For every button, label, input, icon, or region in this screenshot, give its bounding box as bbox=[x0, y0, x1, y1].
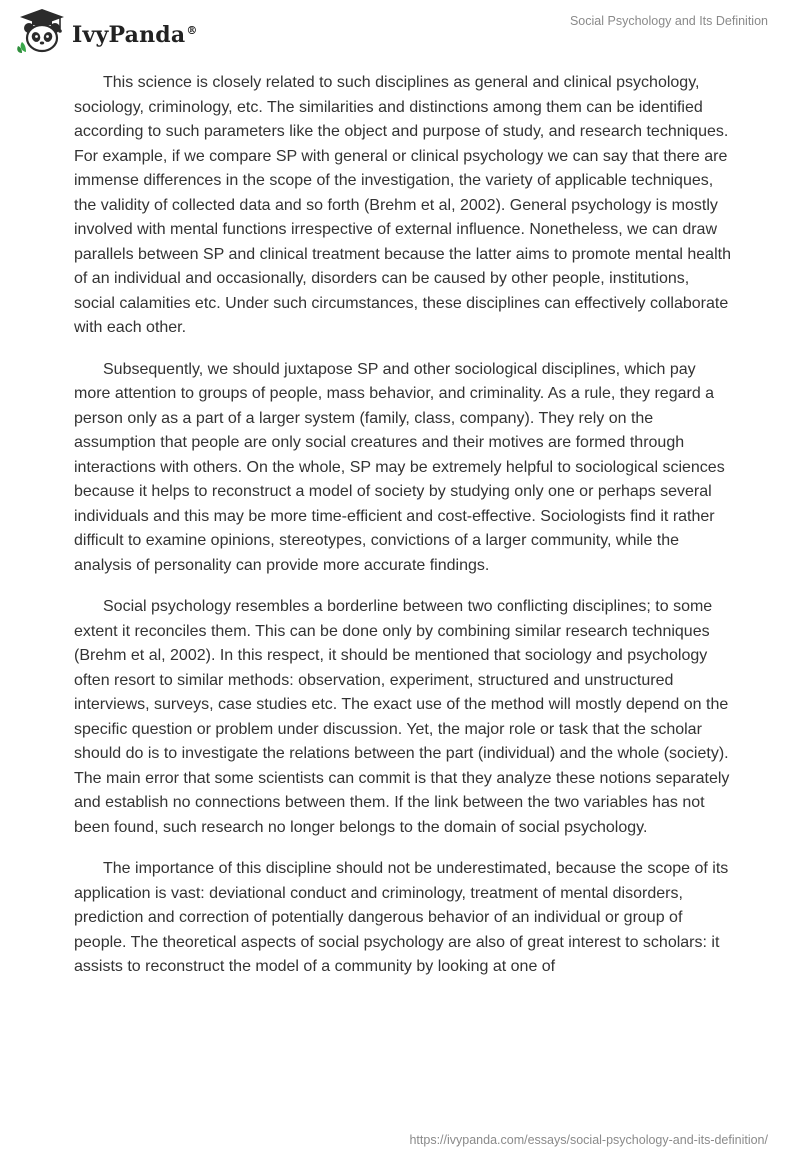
source-url-link[interactable]: https://ivypanda.com/essays/social-psychology-and-its-definition/ bbox=[409, 1133, 768, 1147]
paragraph: This science is closely related to such disciplines as general and clinical psychology, sociology, criminology, etc. The similarities and distinctions among them can be identified according to such parameters like the object and purpose of study, and research techniques. For example, if we compare SP with general or clinical psychology we can say that there are immense differences in the scope of the investigation, the variety of applicable techniques, the validity of collected data and so forth (Brehm et al, 2002). General psychology is mostly involved with mental functions irrespective of external influence. Nonetheless, we can draw parallels between SP and clinical treatment because the latter aims to promote mental health of an individual and occasionally, disorders can be caused by other people, institutions, social calamities etc. Under such circumstances, these disciplines can effectively collaborate with each other. bbox=[74, 74, 731, 336]
document-title: Social Psychology and Its Definition bbox=[569, 14, 768, 28]
page-header bbox=[0, 0, 800, 60]
paragraph: Social psychology resembles a borderline between two conflicting disciplines; to some extent it reconciles them. This can be done only by combining similar research techniques (Brehm et al, 2002). In this respect, it should be mentioned that sociology and psychology often resort to similar methods: observation, experiment, structured and unstructured interviews, surveys, case studies etc. The exact use of the method will mostly depend on the specific question or problem under discussion. Yet, the major role or task that the scholar should do is to investigate the relations between the part (individual) and the whole (society). The main error that some scientists can commit is that they analyze these notions separately and establish no connections between them. If the link between the two variables has not been found, such research no longer belongs to the domain of social psychology. bbox=[74, 598, 730, 836]
registered-mark: ® bbox=[186, 23, 198, 37]
logo-wordmark: IvyPanda® bbox=[72, 22, 198, 48]
paragraph: Subsequently, we should juxtapose SP and other sociological disciplines, which pay more attention to groups of people, mass behavior, and criminality. As a rule, they regard a person only as a part of a larger system (family, class, company). They rely on the assumption that people are only social creatures and their motives are formed through interactions with others. On the whole, SP may be extremely helpful to sociological sciences because it helps to reconstruct a model of society by studying only one or perhaps several individuals and this may be more time-efficient and cost-effective. Sociologists find it rather difficult to examine opinions, stereotypes, convictions of a larger community, while the analysis of personality can provide more accurate findings. bbox=[74, 360, 725, 574]
essay-body bbox=[74, 71, 734, 997]
paragraph: The importance of this discipline should not be underestimated, because the scope of its application is vast: deviational conduct and criminology, treatment of mental disorders, prediction and correction of potentially dangerous behavior of an individual or group of people. The theoretical aspects of social psychology are also of great interest to scholars: it assists to reconstruct the model of a community by looking at one of bbox=[74, 860, 729, 975]
panda-graduate-icon bbox=[16, 8, 68, 54]
ivypanda-logo[interactable] bbox=[16, 8, 198, 54]
